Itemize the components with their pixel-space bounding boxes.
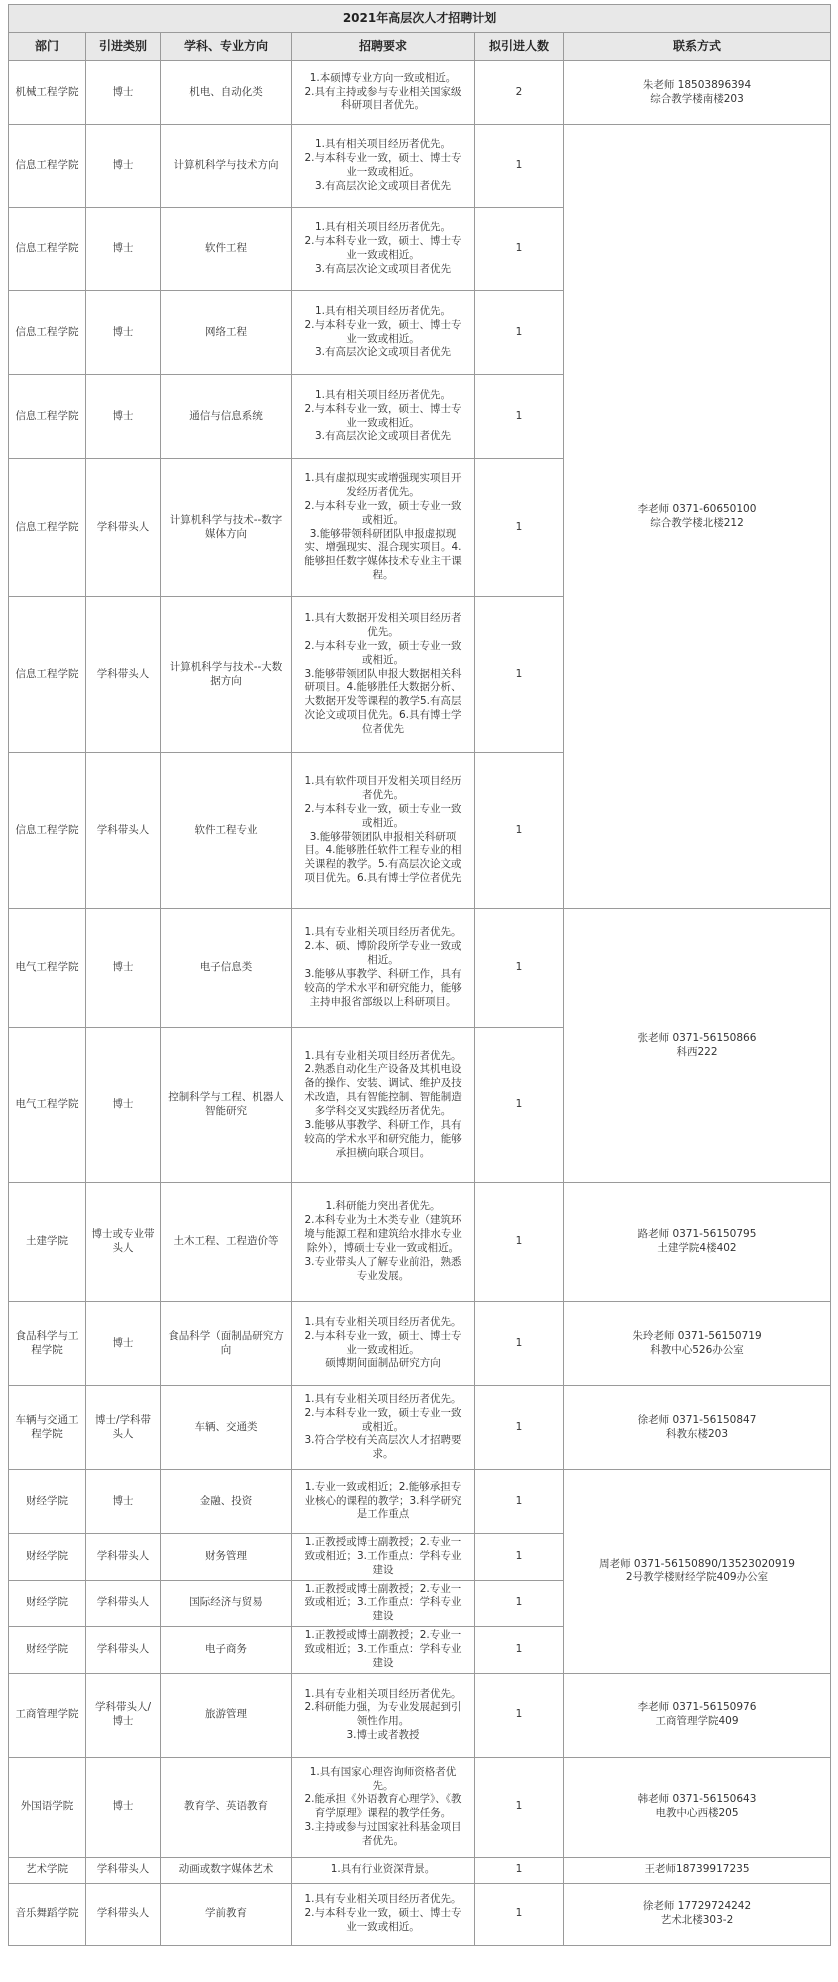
cell-dept: 外国语学院 (9, 1757, 86, 1857)
cell-requirements: 1.具有相关项目经历者优先。 2.与本科专业一致，硕士、博士专业一致或相近。 3.有高层次论文或项目者优先 (292, 291, 475, 375)
cell-contact: 路老师 0371-56150795 土建学院4楼402 (564, 1183, 831, 1302)
cell-contact: 朱老师 18503896394 综合教学楼南楼203 (564, 61, 831, 125)
table-row (9, 125, 831, 208)
cell-major: 计算机科学与技术方向 (161, 125, 292, 208)
cell-major: 机电、自动化类 (161, 61, 292, 125)
header-count: 拟引进人数 (475, 33, 564, 61)
cell-category: 学科带头人 (86, 1857, 161, 1883)
cell-major: 土木工程、工程造价等 (161, 1183, 292, 1302)
cell-category: 博士 (86, 1757, 161, 1857)
cell-category: 博士 (86, 1302, 161, 1386)
cell-category: 博士 (86, 208, 161, 291)
cell-count: 1 (475, 1386, 564, 1470)
cell-dept: 土建学院 (9, 1183, 86, 1302)
header-major: 学科、专业方向 (161, 33, 292, 61)
cell-requirements: 1.具有软件项目开发相关项目经历者优先。 2.与本科专业一致，硕士专业一致或相近。 3.能够带领团队申报相关科研项目。4.能够胜任软件工程专业的相关课程的教学。5.有高层次论文或项目优先。6.具有博士学位者优先 (292, 753, 475, 909)
cell-major: 计算机科学与技术--数字媒体方向 (161, 459, 292, 597)
cell-requirements: 1.具有相关项目经历者优先。 2.与本科专业一致，硕士、博士专业一致或相近。 3.有高层次论文或项目者优先 (292, 125, 475, 208)
cell-requirements: 1.具有专业相关项目经历者优先。 2.与本科专业一致，硕士专业一致或相近。 3.符合学校有关高层次人才招聘要求。 (292, 1386, 475, 1470)
table-title-row (9, 5, 831, 33)
cell-requirements: 1.具有国家心理咨询师资格者优先。 2.能承担《外语教育心理学》、《教育学原理》课程的教学任务。 3.主持或参与过国家社科基金项目者优先。 (292, 1757, 475, 1857)
cell-category: 博士或专业带头人 (86, 1183, 161, 1302)
cell-major: 控制科学与工程、机器人智能研究 (161, 1028, 292, 1183)
cell-dept: 信息工程学院 (9, 125, 86, 208)
cell-count: 1 (475, 909, 564, 1028)
cell-category: 博士 (86, 61, 161, 125)
cell-count: 1 (475, 125, 564, 208)
cell-dept: 信息工程学院 (9, 208, 86, 291)
cell-contact: 王老师18739917235 (564, 1857, 831, 1883)
cell-category: 博士 (86, 909, 161, 1028)
cell-dept: 财经学院 (9, 1627, 86, 1674)
recruitment-table (8, 4, 831, 1946)
cell-count: 1 (475, 597, 564, 753)
cell-category: 学科带头人/博士 (86, 1673, 161, 1757)
cell-major: 金融、投资 (161, 1470, 292, 1534)
table-row (9, 1302, 831, 1386)
table-row (9, 61, 831, 125)
cell-dept: 信息工程学院 (9, 459, 86, 597)
cell-contact: 徐老师 0371-56150847 科教东楼203 (564, 1386, 831, 1470)
cell-contact: 张老师 0371-56150866 科西222 (564, 909, 831, 1183)
cell-major: 学前教育 (161, 1883, 292, 1945)
cell-major: 食品科学（面制品研究方向 (161, 1302, 292, 1386)
table-row (9, 1183, 831, 1302)
table-title: 2021年高层次人才招聘计划 (9, 5, 831, 33)
cell-contact: 韩老师 0371-56150643 电教中心西楼205 (564, 1757, 831, 1857)
cell-dept: 艺术学院 (9, 1857, 86, 1883)
cell-dept: 信息工程学院 (9, 597, 86, 753)
table-row (9, 1386, 831, 1470)
cell-category: 学科带头人 (86, 1534, 161, 1581)
cell-dept: 信息工程学院 (9, 753, 86, 909)
cell-requirements: 1.具有行业资深背景。 (292, 1857, 475, 1883)
cell-requirements: 1.具有专业相关项目经历者优先。 2.科研能力强，为专业发展起到引领性作用。 3.博士或者教授 (292, 1673, 475, 1757)
table-row (9, 1857, 831, 1883)
cell-category: 学科带头人 (86, 1580, 161, 1627)
cell-contact: 李老师 0371-56150976 工商管理学院409 (564, 1673, 831, 1757)
cell-requirements: 1.正教授或博士副教授；2.专业一致或相近；3.工作重点：学科专业建设 (292, 1627, 475, 1674)
cell-dept: 财经学院 (9, 1580, 86, 1627)
table-row (9, 909, 831, 1028)
cell-contact: 周老师 0371-56150890/13523020919 2号教学楼财经学院409办公室 (564, 1470, 831, 1674)
cell-category: 学科带头人 (86, 1883, 161, 1945)
cell-requirements: 1.正教授或博士副教授；2.专业一致或相近；3.工作重点：学科专业建设 (292, 1580, 475, 1627)
cell-category: 博士 (86, 291, 161, 375)
cell-category: 学科带头人 (86, 1627, 161, 1674)
cell-count: 1 (475, 1028, 564, 1183)
cell-count: 1 (475, 1883, 564, 1945)
cell-requirements: 1.具有大数据开发相关项目经历者优先。 2.与本科专业一致，硕士专业一致或相近。 3.能够带领团队申报大数据相关科研项目。4.能够胜任大数据分析、大数据开发等课程的教学5.有高层次论文或项目优先。6.具有博士学位者优先 (292, 597, 475, 753)
cell-count: 1 (475, 1757, 564, 1857)
cell-category: 博士 (86, 125, 161, 208)
cell-requirements: 1.具有专业相关项目经历者优先。 2.本、硕、博阶段所学专业一致或相近。 3.能够从事教学、科研工作，具有较高的学术水平和研究能力，能够主持申报省部级以上科研项目。 (292, 909, 475, 1028)
cell-major: 教育学、英语教育 (161, 1757, 292, 1857)
cell-count: 1 (475, 291, 564, 375)
cell-count: 1 (475, 1857, 564, 1883)
header-dept: 部门 (9, 33, 86, 61)
cell-requirements: 1.正教授或博士副教授；2.专业一致或相近；3.工作重点：学科专业建设 (292, 1534, 475, 1581)
table-header-row (9, 33, 831, 61)
cell-count: 1 (475, 1580, 564, 1627)
cell-requirements: 1.具有虚拟现实或增强现实项目开发经历者优先。 2.与本科专业一致，硕士专业一致或相近。 3.能够带领科研团队申报虚拟现实、增强现实、混合现实项目。4.能够担任数字媒体技术专业主干课程。 (292, 459, 475, 597)
cell-major: 国际经济与贸易 (161, 1580, 292, 1627)
cell-dept: 信息工程学院 (9, 375, 86, 459)
cell-category: 博士 (86, 375, 161, 459)
cell-major: 网络工程 (161, 291, 292, 375)
cell-dept: 电气工程学院 (9, 1028, 86, 1183)
cell-contact: 徐老师 17729724242 艺术北楼303-2 (564, 1883, 831, 1945)
cell-count: 2 (475, 61, 564, 125)
cell-contact: 李老师 0371-60650100 综合教学楼北楼212 (564, 125, 831, 909)
cell-major: 车辆、交通类 (161, 1386, 292, 1470)
header-requirements: 招聘要求 (292, 33, 475, 61)
table-row (9, 1673, 831, 1757)
cell-dept: 财经学院 (9, 1534, 86, 1581)
cell-dept: 信息工程学院 (9, 291, 86, 375)
cell-category: 学科带头人 (86, 597, 161, 753)
cell-requirements: 1.专业一致或相近；2.能够承担专业核心的课程的教学；3.科学研究是工作重点 (292, 1470, 475, 1534)
cell-count: 1 (475, 1534, 564, 1581)
cell-dept: 机械工程学院 (9, 61, 86, 125)
table-row (9, 1757, 831, 1857)
cell-requirements: 1.具有相关项目经历者优先。 2.与本科专业一致，硕士、博士专业一致或相近。 3.有高层次论文或项目者优先 (292, 208, 475, 291)
cell-major: 财务管理 (161, 1534, 292, 1581)
table-row (9, 1883, 831, 1945)
cell-count: 1 (475, 1183, 564, 1302)
cell-count: 1 (475, 1470, 564, 1534)
cell-requirements: 1.科研能力突出者优先。 2.本科专业为土木类专业（建筑环境与能源工程和建筑给水排水专业除外），博硕士专业一致或相近。 3.专业带头人了解专业前沿，熟悉专业发展。 (292, 1183, 475, 1302)
cell-contact: 朱玲老师 0371-56150719 科教中心526办公室 (564, 1302, 831, 1386)
cell-category: 博士 (86, 1470, 161, 1534)
header-category: 引进类别 (86, 33, 161, 61)
cell-count: 1 (475, 375, 564, 459)
cell-major: 计算机科学与技术--大数据方向 (161, 597, 292, 753)
cell-major: 电子信息类 (161, 909, 292, 1028)
cell-category: 博士/学科带头人 (86, 1386, 161, 1470)
cell-major: 软件工程 (161, 208, 292, 291)
cell-requirements: 1.具有专业相关项目经历者优先。 2.熟悉自动化生产设备及其机电设备的操作、安装、调试、维护及技术改造，具有智能控制、智能制造多学科交叉实践经历者优先。 3.能够从事教学、科研工作，具有较高的学术水平和研究能力，能够承担横向联合项目。 (292, 1028, 475, 1183)
cell-dept: 电气工程学院 (9, 909, 86, 1028)
cell-requirements: 1.具有专业相关项目经历者优先。 2.与本科专业一致，硕士、博士专业一致或相近。 硕博期间面制品研究方向 (292, 1302, 475, 1386)
cell-count: 1 (475, 208, 564, 291)
cell-major: 旅游管理 (161, 1673, 292, 1757)
cell-major: 通信与信息系统 (161, 375, 292, 459)
cell-requirements: 1.本硕博专业方向一致或相近。 2.具有主持或参与专业相关国家级科研项目者优先。 (292, 61, 475, 125)
cell-category: 博士 (86, 1028, 161, 1183)
cell-major: 软件工程专业 (161, 753, 292, 909)
cell-count: 1 (475, 1302, 564, 1386)
cell-requirements: 1.具有专业相关项目经历者优先。 2.与本科专业一致，硕士、博士专业一致或相近。 (292, 1883, 475, 1945)
cell-dept: 音乐舞蹈学院 (9, 1883, 86, 1945)
cell-major: 电子商务 (161, 1627, 292, 1674)
cell-count: 1 (475, 1627, 564, 1674)
cell-requirements: 1.具有相关项目经历者优先。 2.与本科专业一致，硕士、博士专业一致或相近。 3.有高层次论文或项目者优先 (292, 375, 475, 459)
table-row (9, 1470, 831, 1534)
cell-count: 1 (475, 1673, 564, 1757)
cell-dept: 食品科学与工程学院 (9, 1302, 86, 1386)
cell-dept: 工商管理学院 (9, 1673, 86, 1757)
cell-dept: 财经学院 (9, 1470, 86, 1534)
cell-category: 学科带头人 (86, 459, 161, 597)
cell-category: 学科带头人 (86, 753, 161, 909)
header-contact: 联系方式 (564, 33, 831, 61)
cell-count: 1 (475, 753, 564, 909)
cell-major: 动画或数字媒体艺术 (161, 1857, 292, 1883)
cell-count: 1 (475, 459, 564, 597)
cell-dept: 车辆与交通工程学院 (9, 1386, 86, 1470)
